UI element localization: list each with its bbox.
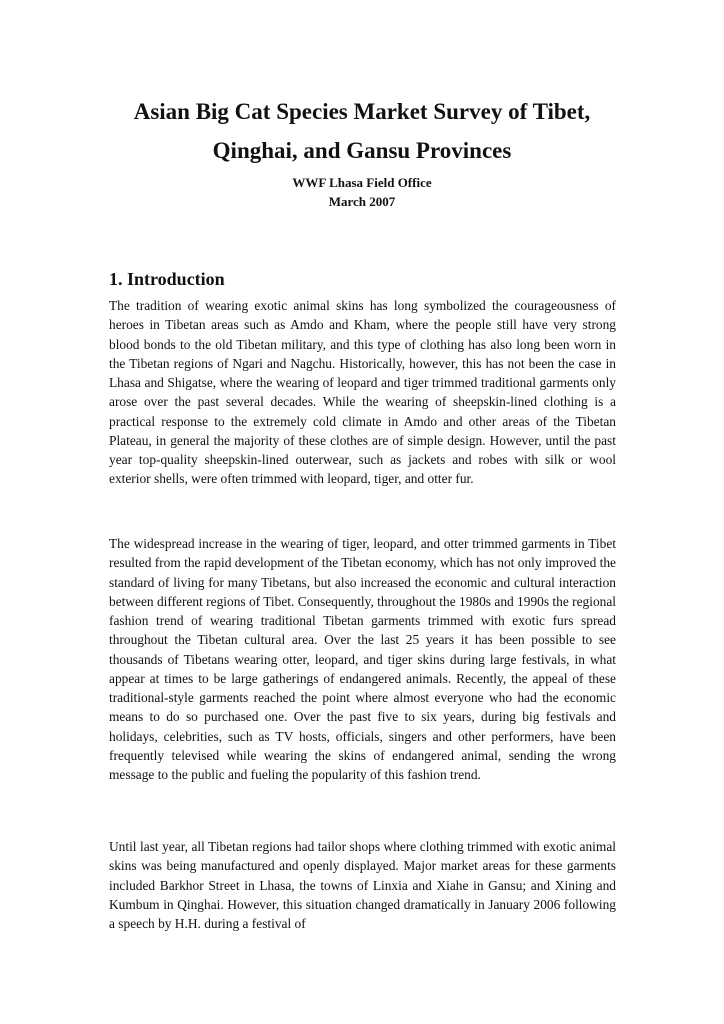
paragraph-3: Until last year, all Tibetan regions had tailor shops where clothing trimmed with exotic animal skins was being manufactured and openly displayed. Major market areas for these garments included Barkhor Street in Lhasa, the towns of Linxia and Xiahe in Gansu; and Xining and Kumbum in Qinghai. However, this situation changed dramatically in January 2006 following a speech by H.H. during a festival of <box>109 839 616 931</box>
office-name: WWF Lhasa Field Office <box>292 175 432 190</box>
paragraph-1: The tradition of wearing exotic animal skins has long symbolized the courageousness of heroes in Tibetan areas such as Amdo and Kham, where the people still have very strong blood bonds to the old Tibetan military, and this type of clothing has also long been worn in the Tibetan regions of Ngari and Nagchu. Historically, however, this has not been the case in Lhasa and Shigatse, where the wearing of leopard and tiger trimmed traditional garments only arose over the past several decades. While the wearing of sheepskin-lined clothing is a practical response to the extremely cold climate in Amdo and other areas of the Tibetan Plateau, in general the majority of these clothes are of simple design. However, until the past year top-quality sheepskin-lined outerwear, such as jackets and robes with silk or wool exterior shells, were often trimmed with leopard, tiger, and otter fur. <box>109 298 616 487</box>
paragraph-2-container <box>109 534 616 784</box>
report-date: March 2007 <box>328 194 396 209</box>
section-heading: 1. Introduction <box>109 269 225 289</box>
document-title-line-2: Qinghai, and Gansu Provinces <box>212 138 512 163</box>
paragraph-1-container <box>109 296 616 489</box>
title-block <box>0 92 724 211</box>
document-title-line-1: Asian Big Cat Species Market Survey of Tibet, <box>133 99 591 124</box>
paragraph-3-container <box>109 837 616 933</box>
paragraph-2: The widespread increase in the wearing of tiger, leopard, and otter trimmed garments in Tibet resulted from the rapid development of the Tibetan economy, which has not only improved the standard of living for many Tibetans, but also increased the economic and cultural interaction between different regions of Tibet. Consequently, throughout the 1980s and 1990s the regional fashion trend of wearing traditional Tibetan garments trimmed with exotic furs spread throughout the Tibetan cultural area. Over the last 25 years it has been possible to see thousands of Tibetans wearing otter, leopard, and tiger skins during large festivals, in what appear at times to be large gatherings of endangered animals. Recently, the appeal of these traditional-style garments reached the point where almost everyone who had the economic means to do so purchased one. Over the past five to six years, during big festivals and holidays, celebrities, such as TV hosts, officials, singers and other performers, have been frequently televised while wearing the skins of endangered animal, sending the wrong message to the public and fueling the popularity of this fashion trend. <box>109 536 616 782</box>
